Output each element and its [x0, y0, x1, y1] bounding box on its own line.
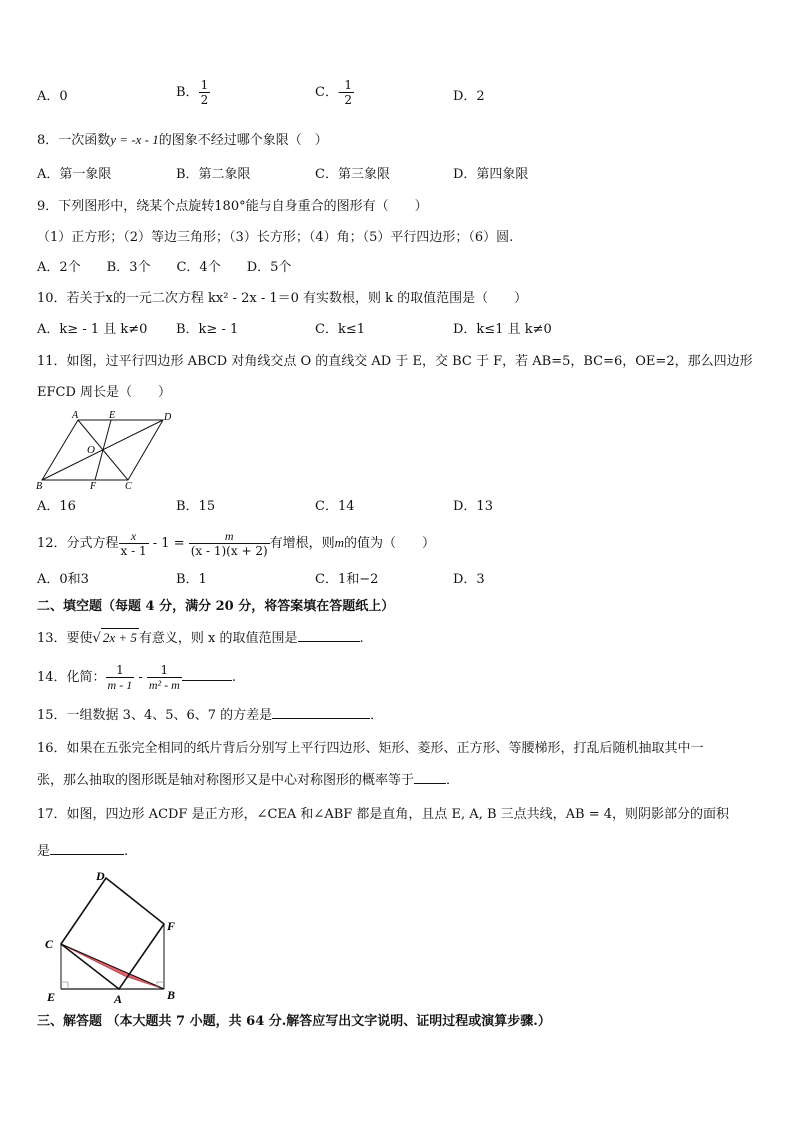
- q7-option-a: A．0: [37, 89, 68, 104]
- q15-answer-blank: [272, 718, 370, 719]
- q11-label-c: C: [125, 481, 132, 492]
- q11-label-a: A: [72, 410, 79, 421]
- q11-option-b: B．15: [176, 499, 216, 514]
- q9-stem: 9．下列图形中，绕某个点旋转180°能与自身重合的图形有（ ）: [37, 199, 428, 214]
- q15-stem: 15．一组数据 3、4、5、6、7 的方差是 ．: [37, 708, 384, 723]
- q12-option-c: C．1和−2: [315, 572, 379, 587]
- q17-right-angle-e: [61, 982, 68, 989]
- q12-option-d: D．3: [453, 572, 485, 587]
- q17-square-figure: [38, 866, 188, 1006]
- q12-f2-denominator: (x - 1)(x + 2): [190, 544, 268, 558]
- q14-stem: 14．化简： $\frac{1}{m - 1}$ - $\frac{1}{\text{m² - m}}$ .: [37, 663, 236, 692]
- q17-label-c: C: [45, 937, 54, 951]
- q11-stem-line1: 11．如图，过平行四边形 ABCD 对角线交点 O 的直线交 AD 于 E，交 BC 于 F，若 AB=5，BC=6，OE=2，那么四边形: [37, 354, 753, 369]
- q17-answer-blank: [50, 854, 124, 855]
- q11-label-f: F: [90, 481, 97, 492]
- q12-stem: 12．分式方程 $\frac{x}{x - 1}$ - 1 = $\frac{m}{(x - 1)(x + 2)}$ 有增根，则m的值为（ ）: [37, 529, 436, 558]
- section2-heading: 二、填空题（每题 4 分，满分 20 分，将答案填在答题纸上）: [37, 599, 395, 614]
- q11-option-c: C．14: [315, 499, 355, 514]
- q17-stem-line1: 17．如图，四边形 ACDF 是正方形，∠CEA 和∠ABF 都是直角，且点 E, A, B 三点共线，AB = 4，则阴影部分的面积: [37, 807, 730, 822]
- q17-square-acdf: [61, 878, 164, 989]
- q7-b-denominator: 2: [200, 93, 209, 107]
- q8-option-a: A．第一象限: [37, 167, 112, 182]
- q11-option-a: A．16: [37, 499, 76, 514]
- q14-f1-numerator: 1: [106, 663, 135, 678]
- q7-b-numerator: 1: [200, 78, 209, 92]
- q7-option-b: B． $\frac{1}{2}$: [176, 78, 209, 107]
- q11-option-d: D．13: [453, 499, 493, 514]
- q8-option-c: C．第三象限: [315, 167, 390, 182]
- q17-line-cb: [61, 944, 164, 989]
- q8-option-d: D．第四象限: [453, 167, 529, 182]
- q17-stem-line2: 是 .: [37, 844, 129, 859]
- q13-stem: 13．要使√ 2x + 5 有意义，则 x 的取值范围是 .: [37, 630, 364, 646]
- q8-stem: 8．一次函数y = -x - 1的图象不经过哪个象限（ ）: [37, 132, 328, 148]
- q7-option-c: C．- $\frac{1}{2}$: [315, 78, 352, 107]
- q12-option-b: B．1: [176, 572, 207, 587]
- q12-f2-numerator: m: [189, 529, 270, 544]
- q14-f2-denominator: m² - m: [148, 678, 180, 692]
- q16-stem-line2: 张，那么抽取的图形既是轴对称图形又是中心对称图形的概率等于 ．: [37, 773, 460, 788]
- q10-option-b: B．k≥ - 1: [176, 322, 239, 337]
- q14-f2-numerator: 1: [147, 663, 182, 678]
- q10-stem: 10．若关于x的一元二次方程 kx² - 2x - 1＝0 有实数根，则 k 的取值范围是（ ）: [37, 291, 528, 306]
- q9-items: （1）正方形；（2）等边三角形；（3）长方形；（4）角；（5）平行四边形；（6）圆.: [37, 230, 514, 245]
- q9-options: A．2个 B．3个 C．4个 D．5个: [37, 260, 292, 275]
- q17-label-e: E: [47, 990, 56, 1004]
- q12-f1-denominator: x - 1: [120, 544, 147, 558]
- q12-f1-numerator: x: [119, 529, 149, 544]
- q7-c-denominator: 2: [344, 93, 352, 107]
- q10-option-a: A．k≥ - 1 且 k≠0: [37, 322, 148, 337]
- q17-label-f: F: [167, 919, 176, 933]
- q13-radicand: 2x + 5: [102, 630, 137, 645]
- q11-stem-line2: EFCD 周长是（ ）: [37, 385, 172, 400]
- q11-label-d: D: [164, 412, 172, 423]
- q17-label-a: A: [114, 992, 123, 1006]
- q14-answer-blank: [182, 680, 232, 681]
- q10-option-d: D．k≤1 且 k≠0: [453, 322, 552, 337]
- q11-parallelogram-figure: [30, 408, 180, 492]
- q8-function: y = -x - 1: [110, 132, 159, 147]
- q16-stem-line1: 16．如果在五张完全相同的纸片背后分别写上平行四边形、矩形、菱形、正方形、等腰梯形，打乱后随机抽取其中一: [37, 741, 704, 756]
- q7-option-d: D．2: [453, 89, 485, 104]
- q13-answer-blank: [298, 641, 360, 642]
- q16-answer-blank: [414, 783, 446, 784]
- q11-label-e: E: [109, 410, 116, 421]
- q11-line-ef: [95, 420, 111, 480]
- q12-option-a: A．0和3: [37, 572, 89, 587]
- q7-c-numerator: 1: [344, 78, 352, 92]
- q14-f1-denominator: m - 1: [107, 678, 133, 692]
- q11-label-o: O: [87, 444, 95, 456]
- q13-sqrt-sign: √: [92, 631, 101, 646]
- q10-option-c: C．k≤1: [315, 322, 365, 337]
- q11-label-b: B: [36, 481, 43, 492]
- section3-heading: 三、解答题 （本大题共 7 小题，共 64 分.解答应写出文字说明、证明过程或演算步骤.）: [37, 1014, 551, 1029]
- q17-label-b: B: [167, 988, 176, 1002]
- q8-option-b: B．第二象限: [176, 167, 251, 182]
- q17-label-d: D: [96, 869, 105, 883]
